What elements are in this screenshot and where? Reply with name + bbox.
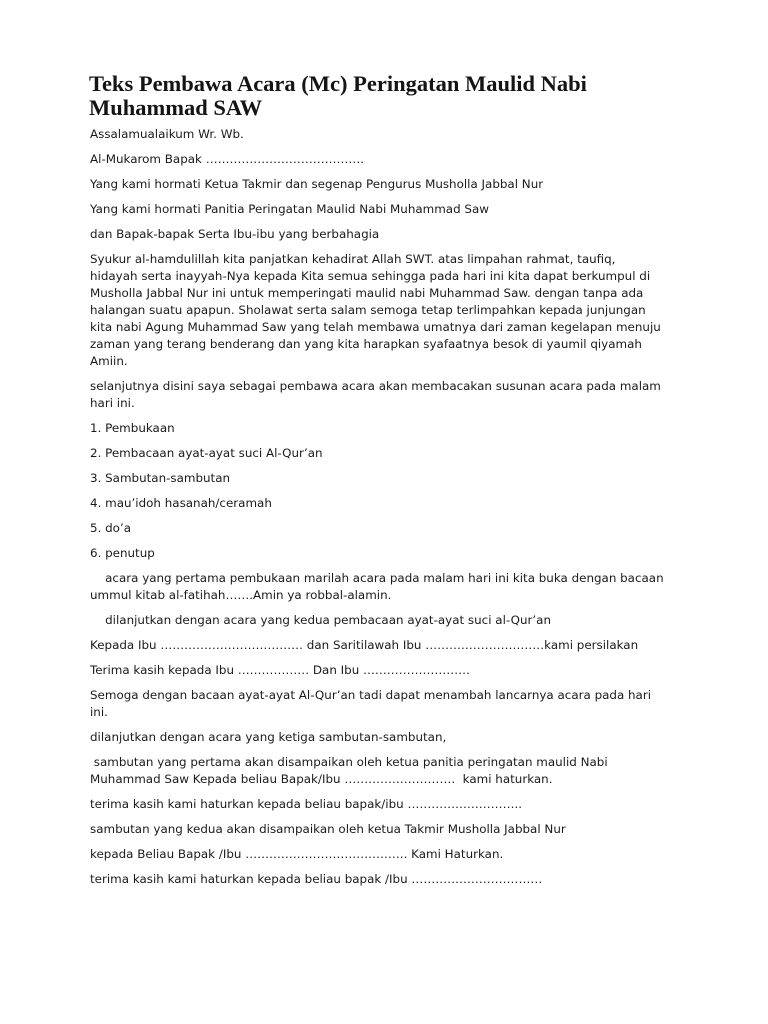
agenda-item: 5. do’a [90,521,132,535]
body-paragraph: Semoga dengan bacaan ayat-ayat Al-Qur’an tadi dapat menambah lancarnya acara pada hari ini. [90,688,652,719]
agenda-item: 2. Pembacaan ayat-ayat suci Al-Qur’an [90,446,323,460]
agenda-intro-paragraph: selanjutnya disini saya sebagai pembawa acara akan membacakan susunan acara pada malam hari ini. [90,379,661,410]
agenda-item: 4. mau’idoh hasanah/ceramah [90,496,272,510]
body-paragraph: kepada Beliau Bapak /Ibu ………………………………….. Kami Haturkan. [90,847,504,861]
body-paragraph: sambutan yang kedua akan disampaikan oleh ketua Takmir Musholla Jabbal Nur [90,822,566,836]
address-paragraph: dan Bapak-bapak Serta Ibu-ibu yang berbahagia [90,227,380,241]
body-paragraph: terima kasih kami haturkan kepada beliau bapak/ibu ……………………….. [90,797,523,811]
body-paragraph: terima kasih kami haturkan kepada beliau bapak /Ibu …………………………… [90,872,543,886]
body-paragraph: Kepada Ibu ……………………………… dan Saritilawah Ibu …………………………kami persilakan [90,638,639,652]
body-paragraph: dilanjutkan dengan acara yang kedua pembacaan ayat-ayat suci al-Qur’an [90,613,551,627]
document-title: Teks Pembawa Acara (Mc) Peringatan Maulid Nabi Muhammad SAW [89,71,587,120]
body-paragraph: acara yang pertama pembukaan marilah acara pada malam hari ini kita buka dengan bacaan ummul kitab al-fatihah…….Amin ya robbal-alamin. [90,571,664,602]
document-body [90,126,680,896]
body-paragraph: Terima kasih kepada Ibu ……………… Dan Ibu ……………………… [90,663,471,677]
address-paragraph: Yang kami hormati Ketua Takmir dan segenap Pengurus Musholla Jabbal Nur [90,177,544,191]
opening-paragraph: Syukur al-hamdulillah kita panjatkan kehadirat Allah SWT. atas limpahan rahmat, taufiq, hidayah serta inayyah-Nya kepada Kita semua sehingga pada hari ini kita dapat berkumpul di Musholla Jabbal Nur ini untuk memperingati maulid nabi Muhammad Saw. dengan tanpa ada halangan suatu apapun. Sholawat serta salam semoga tetap terlimpahkan kepada junjungan kita nabi Agung Muhammad Saw yang telah membawa umatnya dari zaman kegelapan menuju zaman yang terang benderang dan yang kita harapkan syafaatnya besok di yaumil qiyamah Amiin. [90,252,661,368]
agenda-item: 1. Pembukaan [90,421,175,435]
body-paragraph: dilanjutkan dengan acara yang ketiga sambutan-sambutan, [90,730,447,744]
agenda-item: 6. penutup [90,546,155,560]
agenda-item: 3. Sambutan-sambutan [90,471,231,485]
greeting-paragraph: Assalamualaikum Wr. Wb. [90,127,244,141]
body-paragraph: sambutan yang pertama akan disampaikan oleh ketua panitia peringatan maulid Nabi Muhammad Saw Kepada beliau Bapak/Ibu ………………………. kami haturkan. [90,755,608,786]
address-paragraph: Al-Mukarom Bapak …………………………………. [90,152,365,166]
address-paragraph: Yang kami hormati Panitia Peringatan Maulid Nabi Muhammad Saw [90,202,489,216]
